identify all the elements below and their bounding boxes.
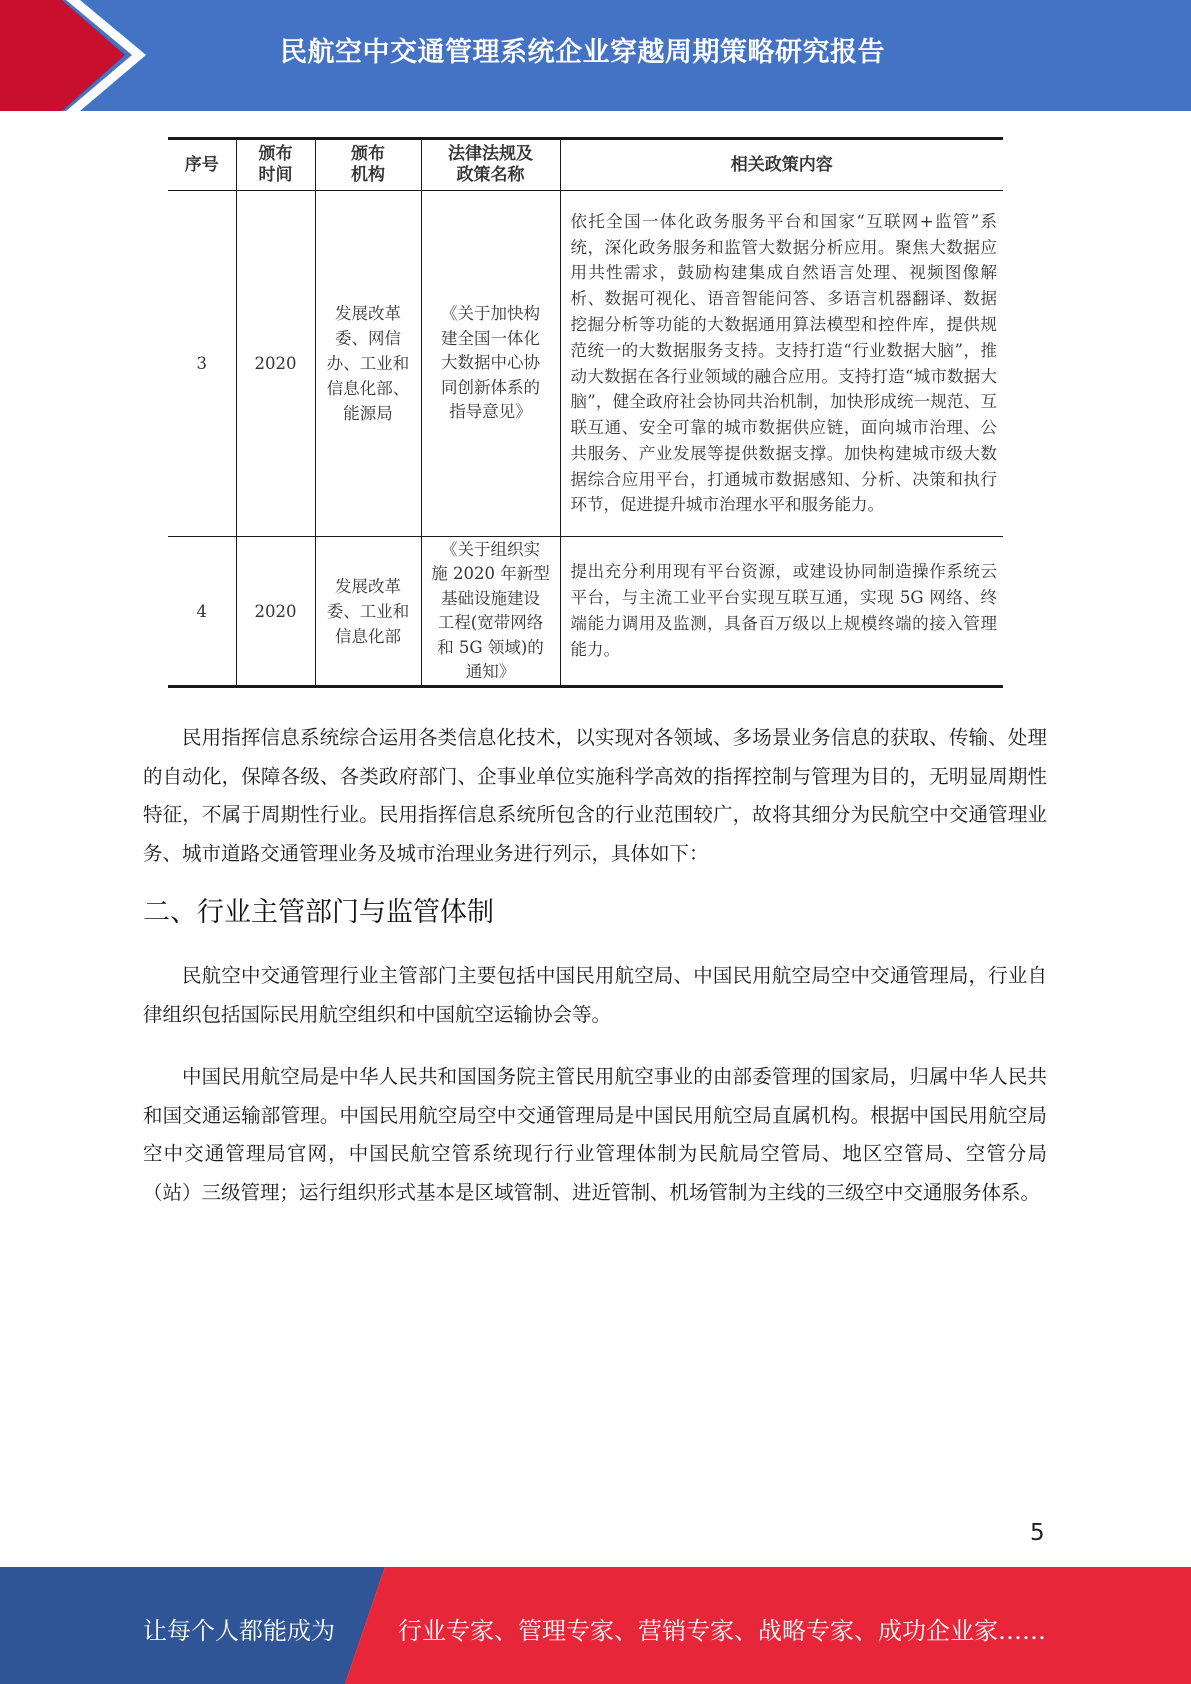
cell-policy-name: 《关于组织实 施 2020 年新型 基础设施建设 工程(宽带网络 和 5G 领域)的 通知》 xyxy=(421,537,560,687)
report-title: 民航空中交通管理系统企业穿越周期策略研究报告 xyxy=(280,37,885,68)
cell-policy-name: 《关于加快构 建全国一体化 大数据中心协 同创新体系的 指导意见》 xyxy=(421,191,560,537)
cell-content: 提出充分利用现有平台资源，或建设协同制造操作系统云平台，与主流工业平台实现互联互通，实现 5G 网络、终端能力调用及监测，具备百万级以上规模终端的接入管理能力。 xyxy=(560,537,1003,687)
cell-year: 2020 xyxy=(236,191,315,537)
footer-slogan-left: 让每个人都能成为 xyxy=(143,1617,335,1645)
header-cell-agency: 颁布 机构 xyxy=(315,139,421,191)
table-row xyxy=(168,191,1003,537)
cell-year: 2020 xyxy=(236,537,315,687)
header-cell-year: 颁布 时间 xyxy=(236,139,315,191)
header-cell-no: 序号 xyxy=(168,139,236,191)
page-footer xyxy=(0,1567,1191,1684)
section-heading: 二、行业主管部门与监管体制 xyxy=(143,897,494,928)
cell-no: 4 xyxy=(168,537,236,687)
table-header-row xyxy=(168,139,1003,191)
cell-content: 依托全国一体化政务服务平台和国家“互联网+监管”系统，深化政务服务和监管大数据分析应用。聚焦大数据应用共性需求，鼓励构建集成自然语言处理、视频图像解析、数据可视化、语音智能问答、多语言机器翻译、数据挖掘分析等功能的大数据通用算法模型和控件库，提供规范统一的大数据服务支持。支持打造“行业数据大脑”，推动大数据在各行业领域的融合应用。支持打造“城市数据大脑”，健全政府社会协同共治机制，加快形成统一规范、互联互通、安全可靠的城市数据供应链，面向城市治理、公共服务、产业发展等提供数据支撑。加快构建城市级大数据综合应用平台，打通城市数据感知、分析、决策和执行环节，促进提升城市治理水平和服务能力。 xyxy=(560,191,1003,537)
paragraph-authorities: 民航空中交通管理行业主管部门主要包括中国民用航空局、中国民用航空局空中交通管理局，行业自律组织包括国际民用航空组织和中国航空运输协会等。 xyxy=(143,964,1047,1026)
table-row xyxy=(168,537,1003,687)
header-cell-content: 相关政策内容 xyxy=(560,139,1003,191)
page-header xyxy=(0,0,1191,111)
cell-no: 3 xyxy=(168,191,236,537)
header-cell-policy-name: 法律法规及 政策名称 xyxy=(421,139,560,191)
header-arrow-decoration xyxy=(0,0,160,111)
paragraph-caac: 中国民用航空局是中华人民共和国国务院主管民用航空事业的由部委管理的国家局，归属中华人民共和国交通运输部管理。中国民用航空局空中交通管理局是中国民用航空局直属机构。根据中国民用航空局空中交通管理局官网，中国民航空管系统现行行业管理体制为民航局空管局、地区空管局、空管分局（站）三级管理；运行组织形式基本是区域管制、进近管制、机场管制为主线的三级空中交通服务体系。 xyxy=(143,1065,1047,1204)
paragraph-intro: 民用指挥信息系统综合运用各类信息化技术，以实现对各领域、多场景业务信息的获取、传输、处理的自动化，保障各级、各类政府部门、企事业单位实施科学高效的指挥控制与管理为目的，无明显周期性特征，不属于周期性行业。民用指挥信息系统所包含的行业范围较广，故将其细分为民航空中交通管理业务、城市道路交通管理业务及城市治理业务进行列示，具体如下： xyxy=(143,726,1047,865)
cell-agency: 发展改革 委、工业和 信息化部 xyxy=(315,537,421,687)
page-number: 5 xyxy=(1030,1520,1045,1546)
cell-agency: 发展改革 委、网信 办、工业和 信息化部、 能源局 xyxy=(315,191,421,537)
policy-table xyxy=(168,137,1003,688)
footer-slogan-right: 行业专家、管理专家、营销专家、战略专家、成功企业家…… xyxy=(398,1617,1046,1645)
